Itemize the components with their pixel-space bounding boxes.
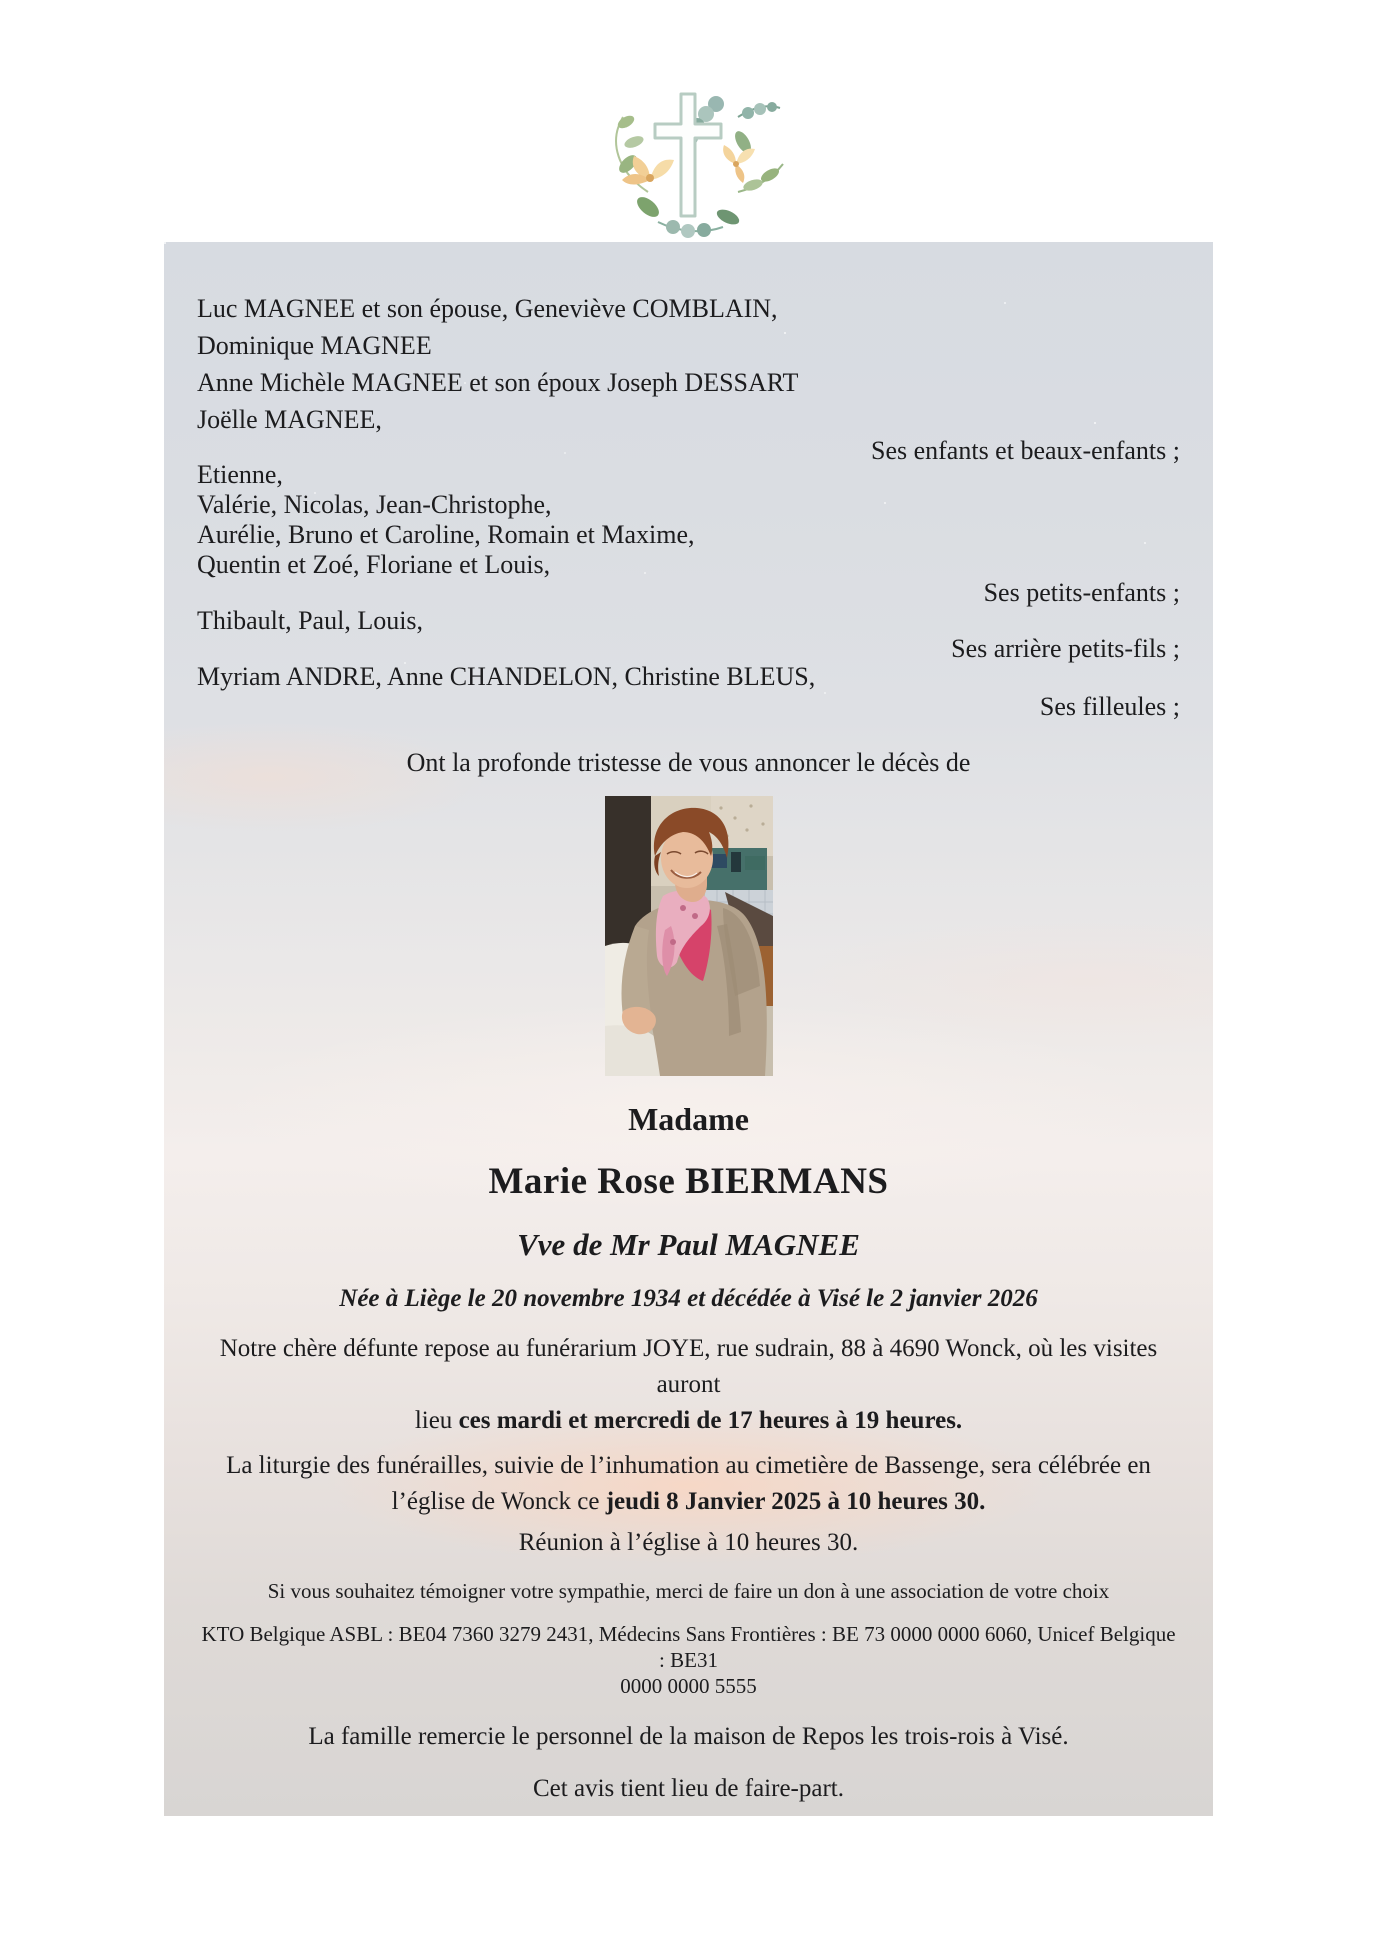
life-dates-line: Née à Liège le 20 novembre 1934 et décédée à Visé le 2 janvier 2026 xyxy=(339,1285,1038,1312)
goddaughters-line: Myriam ANDRE, Anne CHANDELON, Christine BLEUS, xyxy=(197,662,816,691)
liturgy-line2-pre: l’église de Wonck ce xyxy=(391,1488,606,1515)
great-grandsons-label: Ses arrière petits-fils ; xyxy=(951,634,1180,663)
great-grandsons-line: Thibault, Paul, Louis, xyxy=(197,606,424,635)
announcement-card xyxy=(164,242,1213,1816)
meeting-line: Réunion à l’église à 10 heures 30. xyxy=(518,1529,859,1556)
announcement-intro: Ont la profonde tristesse de vous annoncer le décès de xyxy=(406,748,971,777)
donation-line: Si vous souhaitez témoigner votre sympathie, merci de faire un don à une association de votre choix xyxy=(267,1579,1110,1603)
grandchildren-name-line: Valérie, Nicolas, Jean-Christophe, xyxy=(197,490,552,519)
watercolor-cross-decoration xyxy=(588,72,788,244)
children-name-line: Anne Michèle MAGNEE et son époux Joseph DESSART xyxy=(197,368,799,397)
portrait-photo-wrap xyxy=(197,796,1180,1076)
goddaughters-label: Ses filleules ; xyxy=(1039,692,1180,721)
portrait-photo xyxy=(605,796,773,1076)
title-madame: Madame xyxy=(628,1101,749,1137)
accounts-line2: 0000 0000 5555 xyxy=(620,1674,757,1698)
closing-line: Cet avis tient lieu de faire-part. xyxy=(533,1775,844,1802)
widow-of-line: Vve de Mr Paul MAGNEE xyxy=(517,1227,860,1262)
grandchildren-name-line: Etienne, xyxy=(197,460,283,489)
grandchildren-label: Ses petits-enfants ; xyxy=(983,578,1180,607)
visits-line2-bold: ces mardi et mercredi de 17 heures à 19 heures. xyxy=(458,1407,963,1434)
star-specks xyxy=(164,242,166,244)
grandchildren-name-line: Quentin et Zoé, Floriane et Louis, xyxy=(197,550,551,579)
thanks-line: La famille remercie le personnel de la maison de Repos les trois-rois à Visé. xyxy=(308,1723,1069,1750)
children-label: Ses enfants et beaux-enfants ; xyxy=(870,436,1180,465)
children-name-line: Luc MAGNEE et son épouse, Geneviève COMBLAIN, xyxy=(197,294,778,323)
visits-line2-pre: lieu xyxy=(414,1407,459,1434)
deceased-name: Marie Rose BIERMANS xyxy=(488,1161,889,1202)
donation-accounts xyxy=(197,1621,1180,1699)
accounts-line1: KTO Belgique ASBL : BE04 7360 3279 2431, Médecins Sans Frontières : BE 73 0000 0000 6060, Unicef Belgique : BE31 xyxy=(201,1622,1176,1672)
visits-paragraph xyxy=(197,1331,1180,1439)
grandchildren-name-line: Aurélie, Bruno et Caroline, Romain et Maxime, xyxy=(197,520,695,549)
portrait-of-deceased xyxy=(605,796,773,1076)
visits-line1: Notre chère défunte repose au funérarium JOYE, rue sudrain, 88 à 4690 Wonck, où les visites auront xyxy=(219,1335,1158,1398)
children-name-line: Dominique MAGNEE xyxy=(197,331,432,360)
children-name-line: Joëlle MAGNEE, xyxy=(197,405,382,434)
cross-flowers-icon xyxy=(588,72,788,244)
liturgy-line2-bold: jeudi 8 Janvier 2025 à 10 heures 30. xyxy=(605,1488,986,1515)
liturgy-paragraph xyxy=(197,1448,1180,1520)
liturgy-line1: La liturgie des funérailles, suivie de l’inhumation au cimetière de Bassenge, sera célébrée en xyxy=(226,1452,1151,1479)
